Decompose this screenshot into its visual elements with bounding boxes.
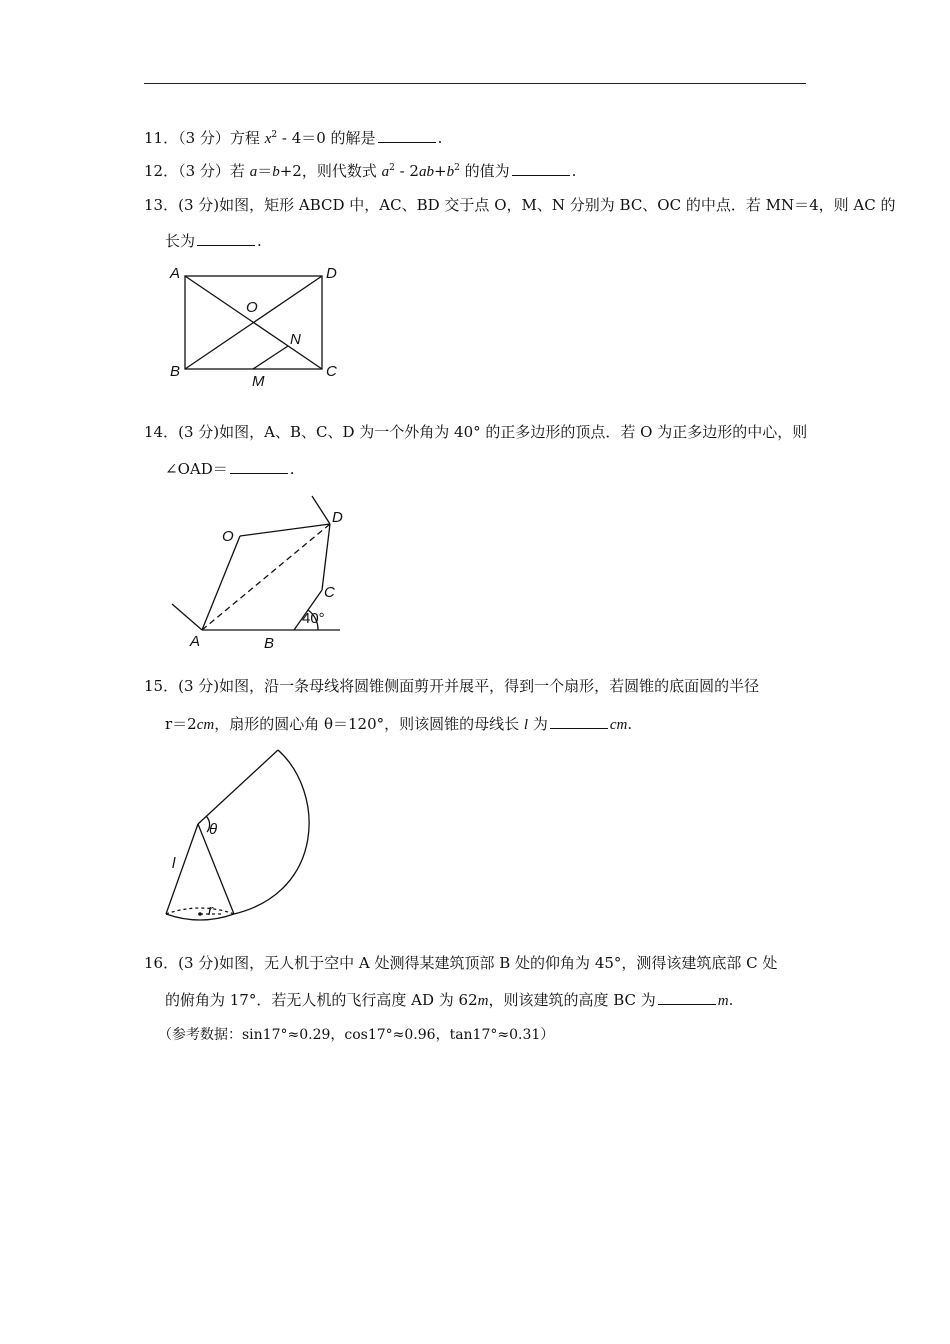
punct: . (627, 715, 633, 733)
question-text: r＝2 (165, 715, 197, 733)
math-var: ab (418, 164, 434, 180)
question-score: (3 分) (178, 677, 220, 695)
punct: . (571, 162, 577, 180)
question-text: 的俯角为 17°．若无人机的飞行高度 AD 为 62 (165, 991, 478, 1009)
question-text: 长为 (165, 232, 196, 250)
question-text: 如图，A、B、C、D 为一个外角为 40° 的正多边形的顶点．若 O 为正多边形的中心，则 (219, 423, 808, 441)
unit: cm (196, 717, 215, 733)
label-o: O (246, 299, 258, 316)
question-text: 为 (528, 715, 548, 733)
question-13 (144, 195, 895, 215)
unit: cm (609, 717, 628, 733)
unit: m (717, 993, 729, 1009)
question-score: (3 分) (178, 196, 220, 214)
question-number: 16． (144, 954, 179, 972)
question-score: （3 分） (178, 129, 230, 147)
punct: . (437, 129, 443, 147)
sector-radius-top (198, 750, 278, 824)
math-var: b (272, 164, 280, 180)
label-n: N (290, 331, 301, 348)
cone-slant-left (166, 824, 198, 914)
question-text: 如图，沿一条母线将圆锥侧面剪开并展平，得到一个扇形，若圆锥的底面圆的半径 (219, 677, 760, 695)
math-var: l (523, 717, 529, 733)
unit: m (477, 993, 489, 1009)
label-b: B (170, 363, 181, 380)
question-15 (144, 676, 759, 696)
label-d: D (332, 509, 343, 526)
polygon-figure (160, 488, 360, 653)
exponent: 2 (454, 163, 460, 173)
exponent: 2 (389, 163, 395, 173)
question-text: 方程 (229, 129, 265, 147)
label-d: D (326, 265, 337, 282)
answer-blank[interactable] (512, 161, 570, 176)
segment-oa (202, 536, 240, 630)
sector-arc (234, 750, 309, 914)
question-text: +2，则代数式 (279, 162, 382, 180)
question-text: + (433, 162, 447, 180)
rectangle-figure (160, 258, 350, 390)
segment-od (240, 524, 330, 536)
extension-line-a (172, 604, 202, 630)
question-text: 如图，矩形 ABCD 中，AC、BD 交于点 O，M、N 分别为 BC、OC 的中点．若 MN＝4，则 AC 的 (219, 196, 896, 214)
punct: . (289, 460, 295, 478)
label-c: C (324, 584, 335, 601)
segment-mn (253, 346, 288, 369)
label-r: r (208, 902, 213, 919)
exponent: 2 (271, 130, 278, 140)
label-angle: 40° (302, 610, 325, 627)
question-score: (3 分) (178, 423, 220, 441)
question-text: 的值为 (459, 162, 510, 180)
question-text: ∠OAD＝ (165, 460, 228, 478)
question-text: 如图，无人机于空中 A 处测得某建筑顶部 B 处的仰角为 45°，测得该建筑底部 C 处 (219, 954, 778, 972)
label-theta: θ (209, 821, 218, 838)
math-var: b (446, 164, 455, 180)
side-cd (322, 524, 330, 590)
answer-blank[interactable] (550, 714, 608, 729)
question-number: 13． (144, 196, 179, 214)
extension-line-d (312, 496, 330, 524)
math-var: x (264, 131, 272, 147)
question-11 (144, 128, 442, 149)
answer-blank[interactable] (197, 231, 255, 246)
reference-data: （参考数据：sin17°≈0.29，cos17°≈0.96，tan17°≈0.31） (158, 1027, 555, 1043)
question-13-cont (165, 231, 262, 251)
question-14 (144, 422, 807, 442)
label-l: l (172, 855, 176, 872)
question-16-cont (165, 990, 733, 1011)
answer-blank[interactable] (230, 459, 288, 474)
label-b: B (264, 635, 275, 652)
question-text: ，扇形的圆心角 θ＝120°，则该圆锥的母线长 (214, 715, 524, 733)
question-text: 若 (229, 162, 250, 180)
question-text: - 2 (394, 162, 419, 180)
label-o: O (222, 528, 234, 545)
label-c: C (326, 363, 337, 380)
question-number: 15． (144, 677, 179, 695)
punct: . (728, 991, 734, 1009)
label-a: A (170, 265, 181, 282)
question-15-cont (165, 714, 632, 735)
question-text: - 4＝0 的解是 (277, 129, 376, 147)
question-text: ，则该建筑的高度 BC 为 (488, 991, 656, 1009)
label-a: A (190, 633, 201, 650)
question-number: 12． (144, 162, 179, 180)
question-number: 14． (144, 423, 179, 441)
answer-blank[interactable] (378, 128, 436, 143)
question-12 (144, 161, 576, 182)
label-m: M (252, 373, 265, 390)
question-16 (144, 953, 777, 973)
punct: . (257, 232, 262, 250)
question-score: （3 分） (178, 162, 230, 180)
question-number: 11． (144, 129, 179, 147)
header-rule (144, 83, 806, 84)
question-14-cont (165, 459, 295, 479)
cone-figure (160, 742, 320, 932)
math-var: a (249, 164, 258, 180)
question-score: (3 分) (178, 954, 220, 972)
math-var: a (381, 164, 390, 180)
question-text: ＝ (257, 162, 273, 180)
answer-blank[interactable] (658, 990, 716, 1005)
base-center (198, 912, 202, 916)
